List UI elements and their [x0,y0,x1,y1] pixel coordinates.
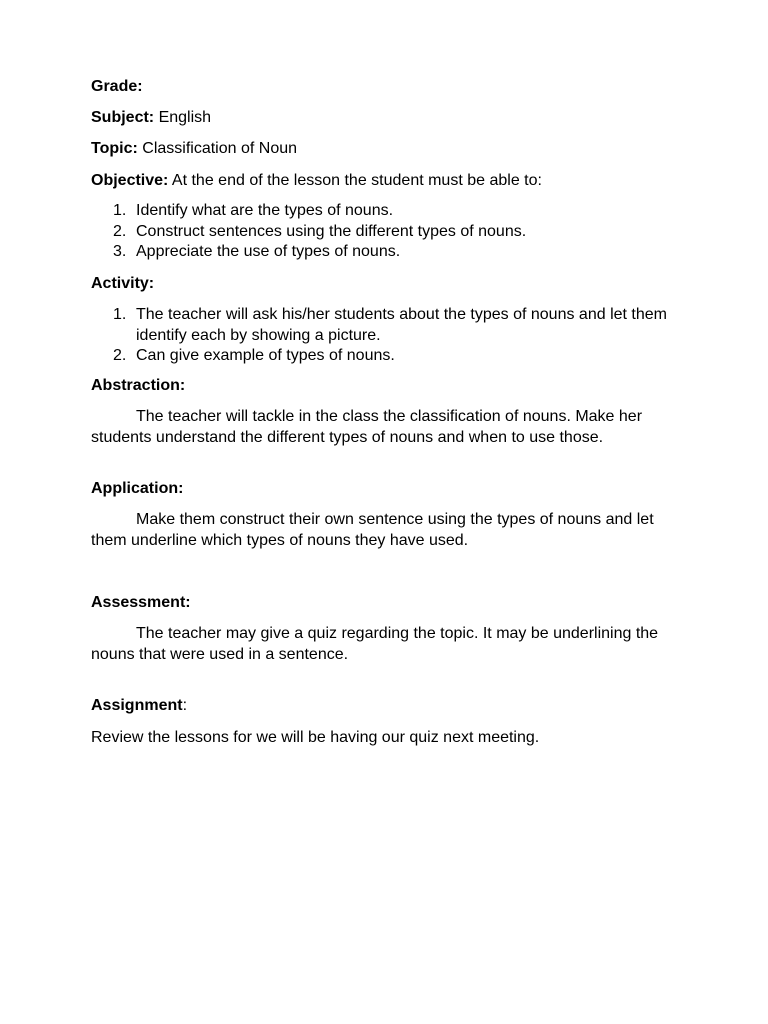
list-item-text: Appreciate the use of types of nouns. [136,243,401,260]
list-item-text: The teacher will ask his/her students about the types of nouns and let them identify each by showing a picture. [136,306,667,344]
list-item-number: 1. [113,306,127,323]
list-item [91,222,691,243]
subject-line [91,108,691,129]
abstraction-heading [91,376,691,397]
subject-label: Subject: [91,109,155,126]
assignment-colon: : [182,697,188,714]
grade-line [91,77,691,98]
application-paragraph: Make them construct their own sentence using the types of nouns and let them underline which types of nouns they have used. [91,511,654,549]
objective-list [91,201,691,263]
list-item-number: 1. [113,202,127,219]
list-item-number: 3. [113,243,127,260]
list-item [91,305,691,346]
objective-label: Objective: [91,172,169,189]
topic-value: Classification of Noun [142,140,298,157]
abstraction-paragraph: The teacher will tackle in the class the classification of nouns. Make her students understand the different types of nouns and when to use those. [91,408,643,446]
assessment-paragraph: The teacher may give a quiz regarding the topic. It may be underlining the nouns that were used in a sentence. [91,625,659,663]
topic-line [91,139,691,160]
activity-label: Activity: [91,275,155,292]
assignment-label: Assignment [91,697,183,714]
abstraction-label: Abstraction: [91,377,186,394]
list-item [91,242,691,263]
list-item-text: Construct sentences using the different types of nouns. [136,222,527,240]
list-item-text: Can give example of types of nouns. [136,347,395,364]
list-item-number: 2. [113,222,127,240]
objective-intro: At the end of the lesson the student must be able to: [171,172,542,189]
list-item [91,201,691,222]
topic-label: Topic: [91,140,138,157]
assessment-heading [91,593,691,614]
application-label: Application: [91,480,184,497]
list-item [91,346,691,367]
list-item-number: 2. [113,347,127,364]
assignment-heading [91,696,691,717]
subject-value: English [158,109,212,126]
activity-heading [91,274,691,295]
assessment-label: Assessment: [91,594,191,611]
grade-label: Grade: [91,78,143,95]
list-item-text: Identify what are the types of nouns. [136,202,394,219]
application-heading [91,479,691,500]
activity-list [91,305,691,367]
assignment-text: Review the lessons for we will be having our quiz next meeting. [91,729,540,746]
objective-line [91,171,691,192]
